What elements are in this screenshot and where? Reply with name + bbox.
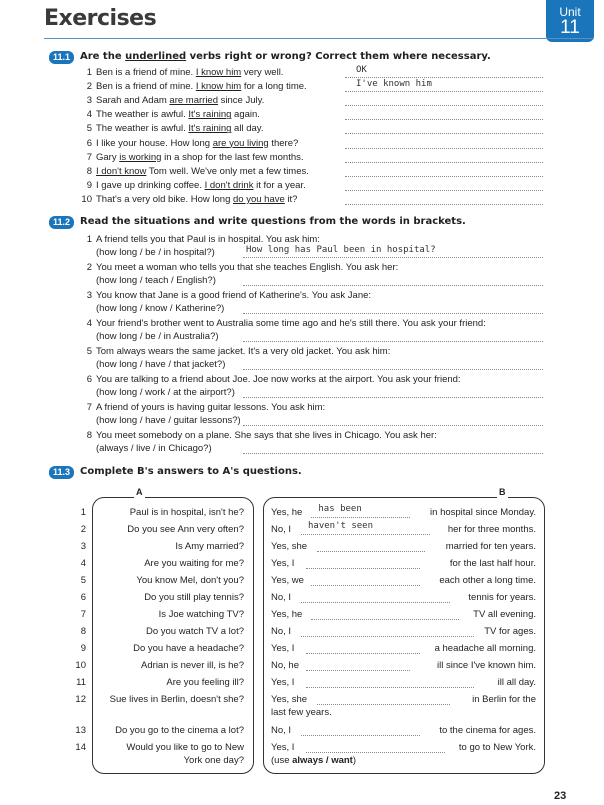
item-text: Gary <box>96 151 120 163</box>
answer-b-end: tennis for years. <box>468 592 536 603</box>
unit-number: 11 <box>560 17 580 38</box>
answer-b-start: No, I <box>271 626 292 637</box>
item-number: 7 <box>86 402 92 413</box>
fill-in-line[interactable] <box>306 741 445 753</box>
fill-in-line[interactable] <box>317 693 450 705</box>
question-a: Are you waiting for me? <box>144 558 244 569</box>
section-instruction-11-2: Read the situations and write questions from the words in brackets. <box>80 216 466 227</box>
answer-b-start: No, I <box>271 592 292 603</box>
fill-in-line[interactable] <box>311 608 459 620</box>
s2-item-situation <box>80 429 437 442</box>
handwritten-answer: OK <box>356 65 367 75</box>
answer-b-start: Yes, I <box>271 742 295 753</box>
s1-item <box>80 137 298 150</box>
item-number: 5 <box>86 346 92 357</box>
s1-item <box>80 151 304 164</box>
situation-text: You meet somebody on a plane. She says that she lives in Chicago. You ask her: <box>96 430 437 441</box>
item-text: very well. <box>241 67 284 78</box>
s2-item-prompt <box>96 302 224 315</box>
section-instruction-11-1: Are the underlined verbs right or wrong? Correct them where necessary. <box>80 51 491 62</box>
fill-in-line[interactable] <box>306 659 410 671</box>
handwritten-answer: How long has Paul been in hospital? <box>246 245 436 255</box>
item-text: it for a year. <box>253 179 306 191</box>
s2-item-situation <box>80 373 461 386</box>
item-number: 6 <box>86 137 92 149</box>
item-text: again. <box>231 109 260 121</box>
item-number: 4 <box>86 318 92 329</box>
row-number: 8 <box>80 626 86 637</box>
answer-line[interactable] <box>345 179 543 191</box>
question-a: Do you see Ann very often? <box>127 524 244 535</box>
s2-item-prompt <box>96 414 241 427</box>
answer-b-end: each other a long time. <box>439 575 536 586</box>
underlined-verb: is working <box>119 151 162 163</box>
question-a: Do you still play tennis? <box>144 592 244 603</box>
answer-line[interactable] <box>345 66 543 78</box>
page-number: 23 <box>554 790 567 802</box>
s2-item-prompt <box>96 330 219 343</box>
row-number: 6 <box>80 592 86 603</box>
fill-in-line[interactable] <box>301 591 450 603</box>
label-b: B <box>499 487 506 497</box>
answer-line[interactable] <box>243 442 543 454</box>
situation-text: Tom always wears the same jacket. It's a very old jacket. You ask him: <box>96 346 391 357</box>
answer-b-start: Yes, I <box>271 643 295 654</box>
row-number: 11 <box>76 677 86 688</box>
handwritten-answer: I've known him <box>356 79 432 90</box>
fill-in-line[interactable] <box>306 642 420 654</box>
answer-b-start: Yes, she <box>271 541 308 552</box>
s1-item <box>80 80 307 93</box>
question-a: Is Amy married? <box>175 541 244 552</box>
question-a: Is Joe watching TV? <box>158 609 244 620</box>
row-number: 3 <box>80 541 86 552</box>
bracket-prompt: (how long / have / that jacket?) <box>96 359 226 370</box>
fill-in-line[interactable] <box>317 540 426 552</box>
section-badge-11-1: 11.1 <box>49 51 74 64</box>
answer-b-end: ill since I've known him. <box>437 660 536 671</box>
s2-item-situation <box>80 345 390 358</box>
answer-line[interactable] <box>243 386 543 398</box>
item-text: That's a very old bike. How long <box>96 193 233 205</box>
answer-line[interactable] <box>243 274 543 286</box>
item-text: since July. <box>218 95 265 107</box>
question-a: Are you feeling ill? <box>166 677 244 688</box>
question-a-line2: York one day? <box>183 755 244 766</box>
question-a: Paul is in hospital, isn't he? <box>129 507 244 518</box>
answer-b-end: ill all day. <box>497 677 536 688</box>
answer-b-start: Yes, I <box>271 677 295 688</box>
situation-text: A friend tells you that Paul is in hospital. You ask him: <box>96 234 320 245</box>
s2-item-prompt <box>96 386 235 399</box>
answer-b-line2: last few years. <box>271 707 332 718</box>
note-bold: always / want <box>292 755 353 766</box>
question-a: Adrian is never ill, is he? <box>141 660 244 671</box>
row-number: 4 <box>80 558 86 569</box>
row-number: 7 <box>80 609 86 620</box>
s1-item <box>80 122 263 135</box>
situation-text: You know that Jane is a good friend of Katherine's. You ask Jane: <box>96 290 372 301</box>
item-number: 3 <box>86 95 92 107</box>
item-text: Tom well. We've only met a few times. <box>146 165 309 177</box>
bracket-prompt: (how long / teach / English?) <box>96 275 216 286</box>
answer-b-end: to go to New York. <box>458 742 536 753</box>
section-instruction-11-3: Complete B's answers to A's questions. <box>80 466 302 477</box>
s2-item-situation <box>80 401 325 414</box>
answer-line[interactable] <box>243 302 543 314</box>
underlined-verb: do you have <box>233 193 285 205</box>
situation-text: Your friend's brother went to Australia some time ago and he's still there. You ask your friend: <box>96 318 486 329</box>
item-text: The weather is awful. <box>96 123 189 135</box>
answer-line[interactable] <box>243 414 543 426</box>
s2-item-prompt <box>96 246 215 259</box>
answer-line[interactable] <box>345 108 543 120</box>
note-text: ) <box>352 755 357 766</box>
answer-line[interactable] <box>345 193 543 205</box>
underlined-verb: It's raining <box>188 109 232 121</box>
fill-in-line[interactable] <box>301 625 474 637</box>
item-number: 8 <box>86 165 92 177</box>
unit-label: Unit <box>559 5 581 19</box>
answer-b-end: married for ten years. <box>445 541 536 552</box>
row-number: 5 <box>80 575 86 586</box>
label-a: A <box>136 487 143 497</box>
situation-text: You meet a woman who tells you that she teaches English. You ask her: <box>96 262 399 273</box>
fill-in-line[interactable] <box>301 724 420 736</box>
bracket-prompt: (how long / be / in Australia?) <box>96 331 219 342</box>
row-number: 12 <box>75 694 86 705</box>
bracket-prompt: (how long / have / guitar lessons?) <box>96 415 241 426</box>
answer-b-start: Yes, he <box>271 609 303 620</box>
s1-item <box>80 179 306 192</box>
answer-b-start: No, I <box>271 524 292 535</box>
answer-b-end: a headache all morning. <box>434 643 536 654</box>
question-a: Do you go to the cinema a lot? <box>115 725 244 736</box>
s2-item-situation <box>80 289 371 302</box>
answer-b-end: her for three months. <box>447 524 536 535</box>
fill-in-line[interactable] <box>306 676 474 688</box>
s1-item <box>80 108 260 121</box>
answer-line[interactable] <box>345 94 543 106</box>
s2-item-situation <box>80 261 398 274</box>
situation-text: You are talking to a friend about Joe. Joe now works at the airport. You ask your friend: <box>96 374 461 385</box>
item-text: for a long time. <box>241 81 307 93</box>
answer-b-end: in hospital since Monday. <box>430 507 536 518</box>
row-number: 9 <box>80 643 86 654</box>
underlined-verb: I know him <box>195 67 242 78</box>
question-a: Sue lives in Berlin, doesn't she? <box>109 694 244 705</box>
row-number: 1 <box>80 507 86 518</box>
item-number: 1 <box>86 234 92 245</box>
s1-item <box>80 66 283 79</box>
bracket-prompt: (always / live / in Chicago?) <box>96 443 212 454</box>
answer-line[interactable] <box>345 122 543 134</box>
item-text: Ben is a friend of mine. <box>96 81 196 93</box>
item-text: it? <box>284 193 298 205</box>
note-text: (use <box>271 755 293 766</box>
answer-line[interactable] <box>345 137 543 149</box>
row-number: 13 <box>75 725 86 736</box>
answer-line[interactable] <box>345 151 543 163</box>
item-text: Ben is a friend of mine. <box>96 67 196 78</box>
answer-b-start: Yes, we <box>271 575 304 586</box>
underlined-verb: I don't drink <box>204 179 254 191</box>
item-text: The weather is awful. <box>96 109 189 121</box>
bracket-prompt: (how long / work / at the airport?) <box>96 387 235 398</box>
item-text: in a shop for the last few months. <box>161 151 304 163</box>
answer-line[interactable] <box>345 165 543 177</box>
item-text: Sarah and Adam <box>96 95 170 107</box>
s1-item <box>80 193 297 206</box>
item-text: all day. <box>231 123 264 135</box>
header-rule <box>44 38 594 39</box>
item-number: 7 <box>86 151 92 163</box>
question-a: You know Mel, don't you? <box>136 575 244 586</box>
underlined-verb: It's raining <box>188 123 232 135</box>
answer-b-end: TV for ages. <box>484 626 536 637</box>
item-number: 6 <box>86 374 92 385</box>
item-number: 4 <box>86 109 92 121</box>
question-a: Do you watch TV a lot? <box>145 626 244 637</box>
underlined-verb: are you living <box>212 137 269 149</box>
answer-b-end: to the cinema for ages. <box>439 725 536 736</box>
answer-b-start: Yes, I <box>271 558 295 569</box>
item-text: I like your house. How long <box>96 137 213 149</box>
bracket-prompt: (how long / be / in hospital?) <box>96 247 215 258</box>
fill-in-line[interactable] <box>311 574 420 586</box>
item-text: I gave up drinking coffee. <box>96 179 205 191</box>
section-badge-11-2: 11.2 <box>49 216 74 229</box>
answer-b-start: No, I <box>271 725 292 736</box>
item-number: 2 <box>86 81 92 93</box>
s2-item-prompt <box>96 358 225 371</box>
underlined-verb: I know him <box>195 81 242 93</box>
s2-item-prompt <box>96 274 216 287</box>
row-number: 2 <box>80 524 86 535</box>
row-number: 10 <box>75 660 86 671</box>
usage-note <box>271 754 356 767</box>
answer-b-start: Yes, he <box>271 507 303 518</box>
item-number: 10 <box>81 193 92 205</box>
row-number: 14 <box>75 742 86 753</box>
s1-item <box>80 165 309 178</box>
underlined-verb: are married <box>169 95 218 107</box>
s2-item-situation <box>80 317 486 330</box>
answer-b-start: No, he <box>271 660 299 671</box>
answer-b-end: TV all evening. <box>473 609 536 620</box>
fill-in-line[interactable] <box>306 557 420 569</box>
question-a: Would you like to go to New <box>126 742 244 753</box>
unit-badge <box>546 0 594 42</box>
s2-item-prompt <box>96 442 212 455</box>
s1-item <box>80 94 264 107</box>
situation-text: A friend of yours is having guitar lessons. You ask him: <box>96 402 326 413</box>
item-number: 8 <box>86 430 92 441</box>
answer-b-end: in Berlin for the <box>472 694 536 705</box>
bracket-prompt: (how long / know / Katherine?) <box>96 303 225 314</box>
section-badge-11-3: 11.3 <box>49 466 74 479</box>
handwritten-answer: has been <box>318 504 362 514</box>
page-title: Exercises <box>44 6 157 31</box>
question-a: Do you have a headache? <box>133 643 244 654</box>
item-number: 9 <box>86 179 92 191</box>
item-number: 5 <box>86 123 92 135</box>
item-number: 1 <box>86 67 92 78</box>
item-text: there? <box>268 137 299 149</box>
underlined-verb: I don't know <box>96 165 147 177</box>
answer-b-end: for the last half hour. <box>449 558 536 569</box>
answer-line[interactable] <box>243 330 543 342</box>
answer-line[interactable] <box>243 358 543 370</box>
answer-b-start: Yes, she <box>271 694 308 705</box>
item-number: 3 <box>86 290 92 301</box>
item-number: 2 <box>86 262 92 273</box>
handwritten-answer: haven't seen <box>308 521 374 531</box>
